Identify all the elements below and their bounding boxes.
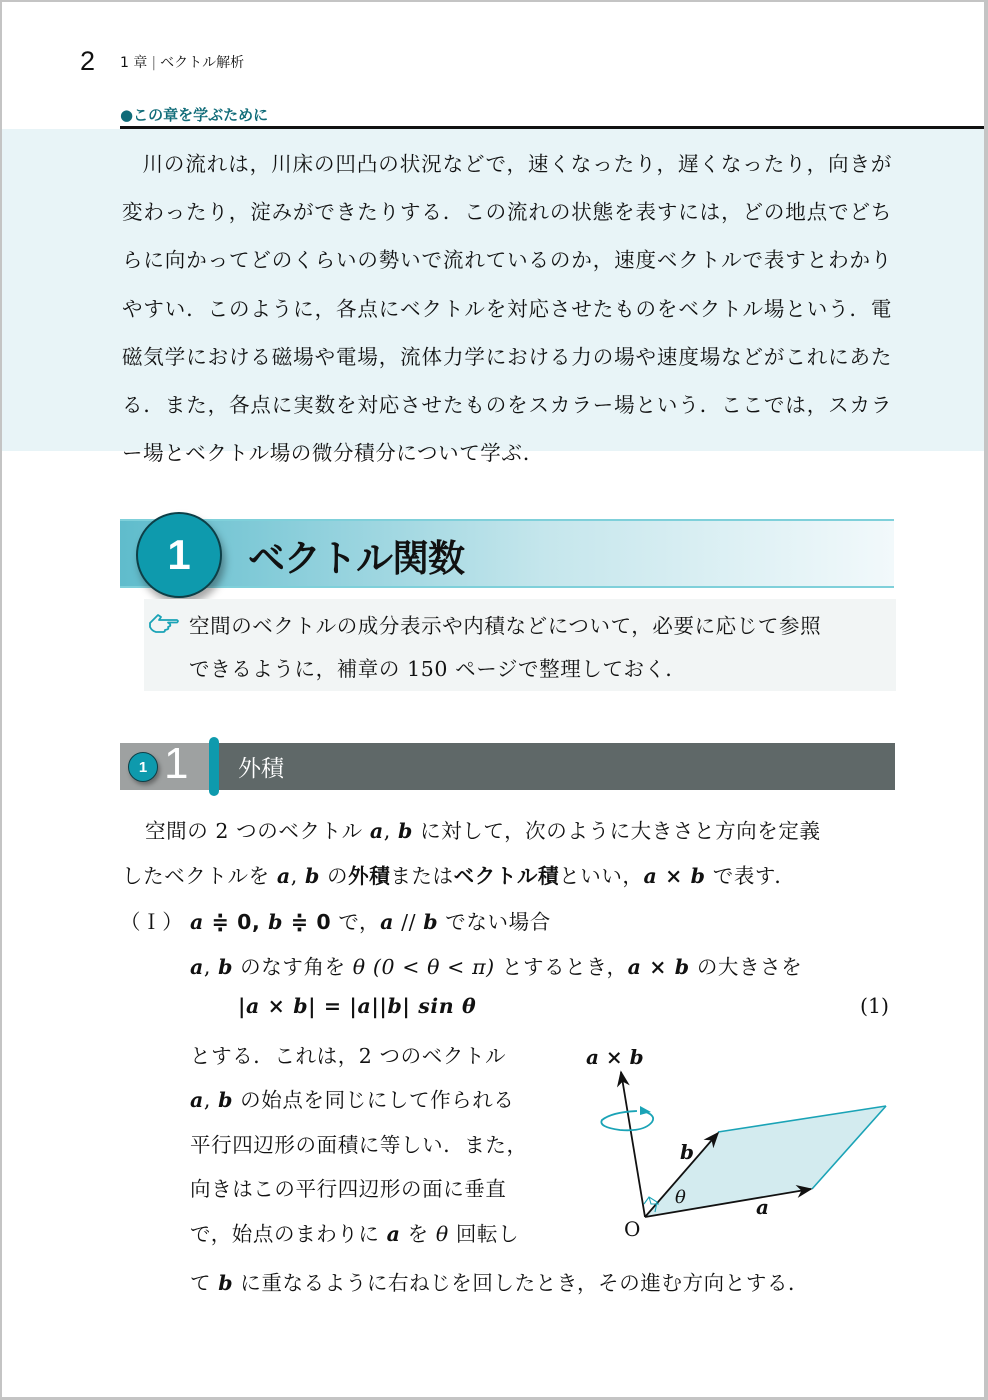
vector-b: b — [304, 864, 320, 888]
vector-a: a — [190, 910, 204, 934]
text: で表す． — [705, 864, 796, 888]
intro-label: ●この章を学ぶために — [120, 106, 269, 124]
vector-b: b — [218, 955, 234, 979]
text: で，始点のまわりに — [190, 1222, 387, 1246]
equation: |a × b| = |a||b| sin θ — [238, 994, 477, 1018]
text: , — [203, 955, 219, 979]
text: といい， — [559, 864, 644, 888]
wrap-line: 向きはこの平行四辺形の面に垂直 — [190, 1177, 507, 1201]
vector-a: a — [386, 1222, 401, 1246]
running-head — [120, 52, 244, 72]
text: 回転し — [448, 1222, 520, 1246]
note-line-1: 空間のベクトルの成分表示や内積などについて，必要に応じて参照 — [189, 614, 822, 638]
cross-product-figure — [572, 1032, 902, 1252]
label-theta: θ — [675, 1187, 686, 1208]
case-label: （Ｉ） — [120, 910, 184, 934]
vector-b: b — [268, 910, 284, 934]
theta: θ — [352, 955, 366, 979]
text: ≑ 0, — [203, 910, 269, 934]
angle-range: (0 < θ < π) — [365, 955, 502, 979]
vector-a: a — [369, 819, 384, 843]
section-header-bar — [120, 519, 894, 588]
body-line — [122, 859, 796, 889]
label-a: a — [756, 1195, 769, 1219]
wrap-line — [190, 1083, 514, 1113]
wrap-line: とする．これは，2 つのベクトル — [190, 1044, 507, 1068]
vector-a: a — [380, 910, 394, 934]
cross-product-expr: a × b — [627, 955, 690, 979]
reference-note-text — [189, 605, 889, 691]
text: で， — [331, 910, 381, 934]
text: したベクトルを — [122, 864, 277, 888]
text: に重なるように右ねじを回したとき，その進む方向とする． — [233, 1271, 810, 1295]
wrap-line: 平行四辺形の面積に等しい．また， — [190, 1133, 528, 1157]
section-number-badge: 1 — [136, 512, 222, 598]
cross-product-expr: a × b — [643, 864, 706, 888]
angle-definition — [190, 950, 802, 980]
text: のなす角を — [233, 955, 353, 979]
separator: | — [151, 55, 157, 71]
label-origin: O — [624, 1217, 641, 1241]
text: を — [400, 1222, 436, 1246]
text: 空間の 2 つのベクトル — [145, 819, 370, 843]
text: に対して，次のように大きさと方向を定義 — [412, 819, 821, 843]
text: でない場合 — [438, 910, 551, 934]
label-cross: a × b — [586, 1045, 644, 1069]
chapter-number: 1 章 — [120, 55, 148, 71]
note-line-2: できるように，補章の 150 ページで整理しておく． — [189, 657, 687, 681]
text: の大きさを — [689, 955, 803, 979]
pointing-hand-icon — [148, 611, 180, 635]
text: とするとき， — [501, 955, 628, 979]
term-outer-product: 外積 — [348, 864, 391, 888]
body-line — [145, 814, 821, 844]
vector-b: b — [218, 1088, 234, 1112]
subsection-number: 1 — [164, 739, 189, 788]
equation-number: (1) — [860, 994, 890, 1018]
vector-a: a — [190, 955, 204, 979]
vector-a: a — [276, 864, 291, 888]
text: の — [319, 864, 349, 888]
text: の始点を同じにして作られる — [233, 1088, 515, 1112]
vector-b: b — [218, 1271, 234, 1295]
term-vector-product: ベクトル積 — [453, 864, 560, 888]
text: // — [394, 910, 424, 934]
case-condition — [190, 905, 551, 935]
cross-product-arrow — [621, 1072, 645, 1217]
text: , — [203, 1088, 219, 1112]
intro-rule — [120, 126, 984, 129]
textbook-page — [2, 2, 984, 1397]
label-b: b — [680, 1140, 694, 1164]
subsection-section-badge: 1 — [128, 752, 158, 782]
subsection-title: 外積 — [238, 756, 284, 782]
vector-a: a — [190, 1088, 204, 1112]
theta: θ — [435, 1222, 449, 1246]
intro-text: 川の流れは，川床の凹凸の状況などで，速くなったり，遅くなったり，向きが変わったり，淀みができたりする．この流れの状態を表すには，どの地点でどちらに向かってどのくらいの勢いで流れているのか，速度ベクトルで表すとわかりやすい．このように，各点にベクトルを対応させたものをベクトル場という．電磁気学における磁場や電場，流体力学における力の場や速度場などがこれにあたる．また，各点に実数を対応させたものをスカラー場という．ここでは，スカラー場とベクトル場の微分積分について学ぶ． — [122, 152, 892, 466]
text: て — [190, 1271, 219, 1295]
text: ≑ 0 — [283, 910, 332, 934]
text: , — [290, 864, 305, 888]
subsection-divider — [209, 737, 219, 796]
wrap-line — [190, 1217, 519, 1247]
text: , — [383, 819, 399, 843]
vector-b: b — [423, 910, 439, 934]
vector-b: b — [398, 819, 413, 843]
body-line — [190, 1266, 809, 1296]
section-title: ベクトル関数 — [248, 537, 464, 580]
text: または — [390, 864, 454, 888]
subsection-header-bar — [120, 743, 895, 790]
chapter-title: ベクトル解析 — [160, 55, 245, 71]
page-number: 2 — [80, 46, 96, 76]
